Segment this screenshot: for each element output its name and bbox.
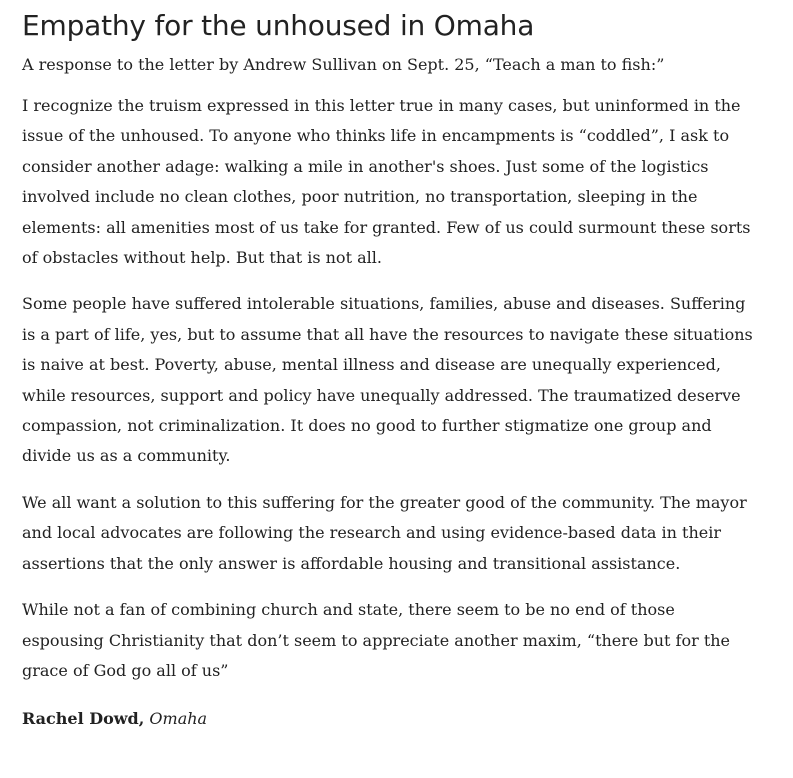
body-paragraph-2: Some people have suffered intolerable situations, families, abuse and diseases. Suffering is a part of life, yes, but to assume that all have the resources to navigate these situations is naive at best. Poverty, abuse, mental illness and disease are unequally experienced, while resources, support and policy have unequally addressed. The traumatized deserve compassion, not criminalization. It does no good to further stigmatize one group and divide us as a community.	[22, 294, 753, 466]
body-paragraph-3: We all want a solution to this suffering for the greater good of the community. The mayor and local advocates are following the research and using evidence-based data in their assertions that the only answer is affordable housing and transitional assistance.	[22, 492, 747, 573]
body-paragraph-1: I recognize the truism expressed in this letter true in many cases, but uninformed in the issue of the unhoused. To anyone who thinks life in encampments is “coddled”, I ask to consider another adage: walking a mile in another's shoes. Just some of the logistics involved include no clean clothes, poor nutrition, no transportation, sleeping in the elements: all amenities most of us take for granted. Few of us could surmount these sorts of obstacles without help. But that is not all.	[22, 96, 751, 268]
author-name: Rachel Dowd,	[22, 709, 145, 729]
author-city: Omaha	[149, 709, 208, 729]
body-paragraph-4: While not a fan of combining church and state, there seem to be no end of those espousing Christianity that don’t seem to appreciate another maxim, “there but for the grace of God go all of us”	[22, 600, 731, 680]
letter-article	[22, 6, 757, 734]
letter-signature	[22, 704, 757, 734]
page-title: Empathy for the unhoused in Omaha	[22, 9, 535, 42]
letter-intro: A response to the letter by Andrew Sullivan on Sept. 25, “Teach a man to fish:”	[22, 55, 665, 74]
